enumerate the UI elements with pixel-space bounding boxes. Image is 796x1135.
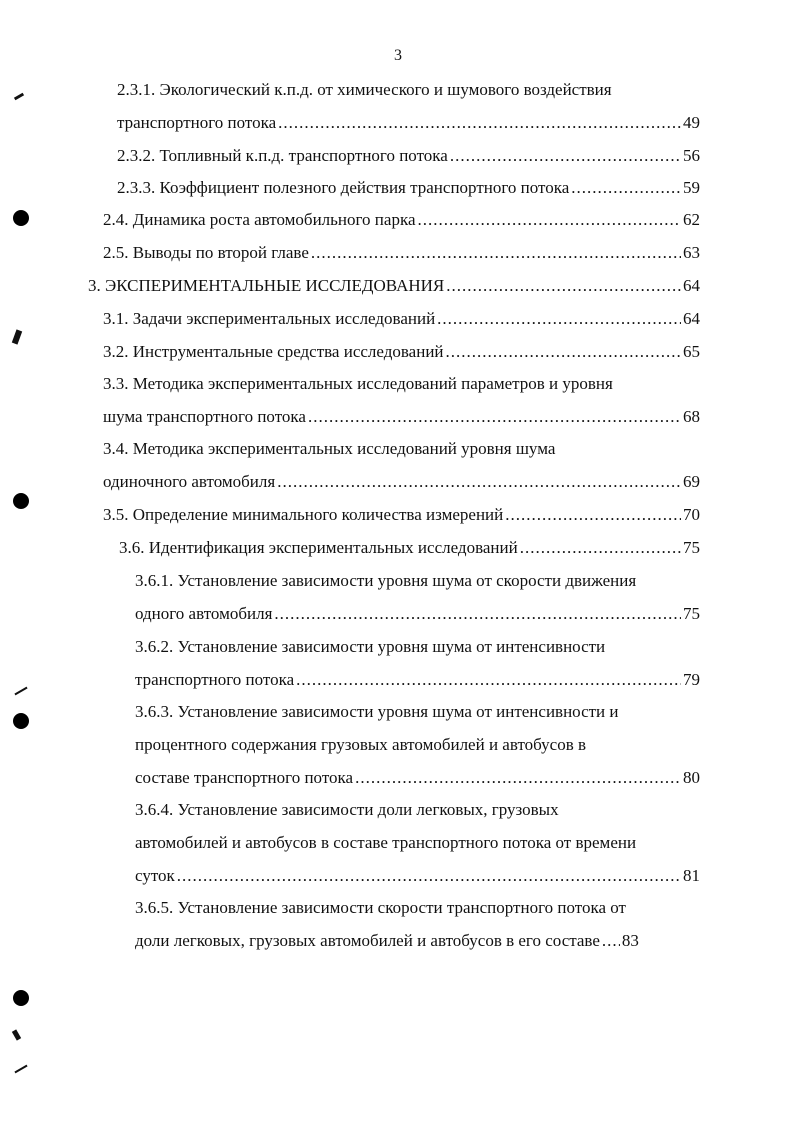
toc-entry[interactable] — [103, 209, 700, 231]
toc-entry-text: суток — [135, 866, 175, 885]
toc-entry-text: 2.3.2. Топливный к.п.д. транспортного потока — [117, 146, 448, 165]
toc-entry[interactable] — [103, 341, 700, 363]
toc-entry[interactable] — [88, 275, 700, 297]
toc-entry-page: 56 — [683, 146, 700, 165]
toc-entry[interactable] — [135, 767, 700, 789]
toc-leader-dots — [450, 145, 681, 167]
toc-entry-page: 83 — [621, 931, 639, 950]
toc-entry-page: 69 — [683, 472, 700, 491]
toc-entry-page: 81 — [683, 866, 700, 885]
toc-leader-dots — [274, 603, 681, 625]
toc-leader-dots — [602, 930, 620, 952]
toc-entry[interactable] — [117, 112, 700, 134]
toc-leader-dots — [277, 471, 681, 493]
toc-entry-text: 2.3.3. Коэффициент полезного действия транспортного потока — [117, 178, 570, 197]
toc-leader-dots — [505, 504, 681, 526]
toc-entry[interactable] — [135, 930, 700, 952]
toc-entry-line: 3.4. Методика экспериментальных исследований уровня шума — [103, 439, 556, 458]
toc-entry-page: 63 — [683, 243, 700, 262]
toc-entry[interactable] — [117, 145, 700, 167]
toc-leader-dots — [446, 341, 681, 363]
toc-entry-text: одного автомобиля — [135, 604, 273, 623]
toc-entry-page: 80 — [683, 768, 700, 787]
toc-entry[interactable] — [119, 537, 700, 559]
toc-entry-text: 3.6. Идентификация экспериментальных исследований — [119, 538, 518, 557]
toc-entry-page: 64 — [683, 276, 700, 295]
toc-leader-dots — [446, 275, 681, 297]
toc-entry[interactable] — [117, 177, 700, 199]
toc-entry-page: 75 — [683, 538, 700, 557]
toc-entry-text: доли легковых, грузовых автомобилей и автобусов в его составе — [135, 931, 600, 950]
toc-leader-dots — [355, 767, 681, 789]
toc-entry-text: 3. ЭКСПЕРИМЕНТАЛЬНЫЕ ИССЛЕДОВАНИЯ — [88, 276, 445, 295]
toc-entry-text: одиночного автомобиля — [103, 472, 276, 491]
toc-entry-text: транспортного потока — [135, 670, 295, 689]
toc-entry-page: 75 — [683, 604, 700, 623]
toc-leader-dots — [437, 308, 681, 330]
toc-entry-line: 3.6.4. Установление зависимости доли легковых, грузовых — [135, 800, 559, 819]
toc-entry[interactable] — [103, 406, 700, 428]
toc-entry-page: 79 — [683, 670, 700, 689]
toc-entry-line: автомобилей и автобусов в составе транспортного потока от времени — [135, 833, 637, 852]
toc-entry-page: 59 — [683, 178, 700, 197]
toc-entry-page: 49 — [683, 113, 700, 132]
toc-entry-text: 2.5. Выводы по второй главе — [103, 243, 309, 262]
toc-entry-text: 2.4. Динамика роста автомобильного парка — [103, 210, 416, 229]
toc-entry-line: 3.3. Методика экспериментальных исследований параметров и уровня — [103, 374, 613, 393]
toc-entry-page: 68 — [683, 407, 700, 426]
toc-entry-line: 3.6.5. Установление зависимости скорости транспортного потока от — [135, 898, 626, 917]
toc-entry[interactable] — [103, 471, 700, 493]
toc-entry-page: 62 — [683, 210, 700, 229]
toc-leader-dots — [418, 209, 682, 231]
toc-entry-text: транспортного потока — [117, 113, 277, 132]
toc-entry-text: составе транспортного потока — [135, 768, 354, 787]
toc-entry[interactable] — [103, 308, 700, 330]
toc-entry-line: 3.6.2. Установление зависимости уровня шума от интенсивности — [135, 637, 606, 656]
toc-entry-line: процентного содержания грузовых автомобилей и автобусов в — [135, 735, 586, 754]
toc-entry[interactable] — [135, 603, 700, 625]
toc-leader-dots — [520, 537, 681, 559]
toc-entry[interactable] — [103, 504, 700, 526]
toc-entry-page: 64 — [683, 309, 700, 328]
toc-entry-line: 2.3.1. Экологический к.п.д. от химического и шумового воздействия — [117, 80, 612, 99]
toc-leader-dots — [296, 669, 681, 691]
toc-entry-text: шума транспортного потока — [103, 407, 306, 426]
toc-entry-line: 3.6.1. Установление зависимости уровня шума от скорости движения — [135, 571, 637, 590]
toc-entry-text: 3.2. Инструментальные средства исследований — [103, 342, 444, 361]
toc-entry[interactable] — [135, 669, 700, 691]
toc-entry-page: 65 — [683, 342, 700, 361]
page-number: 3 — [394, 47, 402, 64]
toc-entry[interactable] — [135, 865, 700, 887]
toc-entry-text: 3.5. Определение минимального количества измерений — [103, 505, 504, 524]
toc-entry[interactable] — [103, 242, 700, 264]
toc-entry-line: 3.6.3. Установление зависимости уровня шума от интенсивности и — [135, 702, 619, 721]
toc-entry-text: 3.1. Задачи экспериментальных исследований — [103, 309, 436, 328]
toc-leader-dots — [278, 112, 681, 134]
toc-leader-dots — [311, 242, 681, 264]
toc-entry-page: 70 — [683, 505, 700, 524]
toc-leader-dots — [571, 177, 681, 199]
toc-leader-dots — [308, 406, 681, 428]
toc-leader-dots — [177, 865, 681, 887]
